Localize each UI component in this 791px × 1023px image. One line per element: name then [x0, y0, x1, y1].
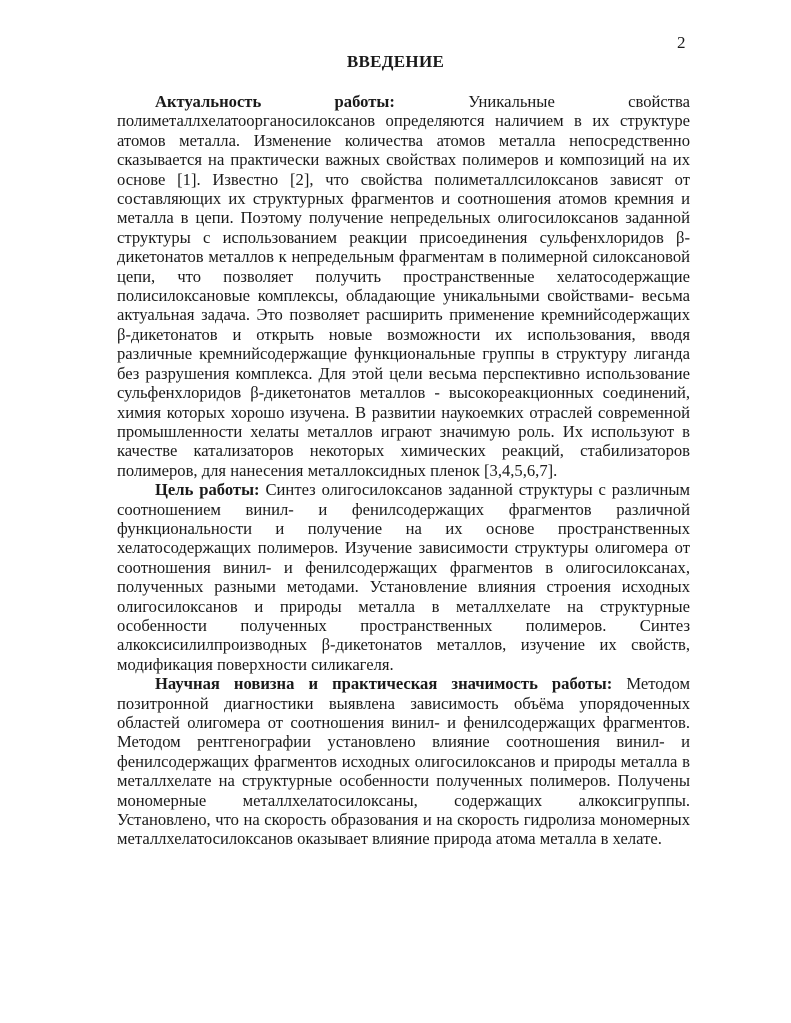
paragraph-novelty [117, 674, 690, 849]
page-number: 2 [677, 33, 686, 52]
paragraph-relevance [117, 92, 690, 480]
section-text-goal: Синтез олигосилоксанов заданной структуры с различным соотношением винил- и фенилсодержащих фрагментов различной функциональности и получение на их основе пространственных хелатосодержащих полимеров. Изучение зависимости структуры олигомера от соотношения винил- и фенилсодержащих фрагментов в олигосилоксанах, полученных разными методами. Установление влияния строения исходных олигосилоксанов и природы металла в металлхелате на структурные особенности полученных пространственных полимеров. Синтез алкоксисилилпроизводных β-дикетонатов металлов, изучение их свойств, модификация поверхности силикагеля. [117, 480, 691, 674]
section-text-relevance: Уникальные свойства полиметаллхелатоорганосилоксанов определяются наличием в их структуре атомов металла. Изменение количества атомов металла непосредственно сказывается на практически важных свойствах полимеров и композиций на их основе [1]. Известно [2], что свойства полиметаллсилоксанов зависят от составляющих их структурных фрагментов и соотношения атомов кремния и металла в цепи. Поэтому получение непредельных олигосилоксанов заданной структуры с использованием реакции присоединения сульфенхлоридов β-дикетонатов металлов к непредельным фрагментам в полимерной силоксановой цепи, что позволяет получить пространственные хелатосодержащие полисилоксановые комплексы, обладающие уникальными свойствами- весьма актуальная задача. Это позволяет расширить применение кремнийсодержащих β-дикетонатов и открыть новые возможности их использования, вводя различные кремнийсодержащие функциональные группы в структуру лиганда без разрушения комплекса. Для этой цели весьма перспективно использование сульфенхлоридов β-дикетонатов металлов - высокореакционных соединений, химия которых хорошо изучена. В развитии наукоемких отраслей современной промышленности хелаты металлов играют значимую роль. Их используют в качестве катализаторов некоторых химических реакций, стабилизаторов полимеров, для нанесения металлоксидных пленок [3,4,5,6,7]. [117, 92, 690, 480]
section-title-novelty: Научная новизна и практическая значимость работы: [155, 674, 613, 694]
section-title-goal: Цель работы: [155, 480, 260, 500]
section-title-relevance: Актуальность работы: [155, 92, 395, 111]
paragraph-goal [117, 480, 690, 674]
section-text-novelty: Методом позитронной диагностики выявлена зависимость объёма упорядоченных областей олигомера от соотношения винил- и фенилсодержащих фрагментов. Методом рентгенографии установлено влияние соотношения винил- и фенилсодержащих фрагментов исходных олигосилоксанов и природы металла в металлхелате на структурные особенности полученных полимеров. Получены мономерные металлхелатосилоксаны, содержащих алкоксигруппы. Установлено, что на скорость образования и на скорость гидролиза мономерных металлхелатосилоксанов оказывает влияние природа атома металла в хелате. [117, 674, 690, 849]
page-title: ВВЕДЕНИЕ [346, 52, 445, 71]
body-text [117, 92, 690, 849]
